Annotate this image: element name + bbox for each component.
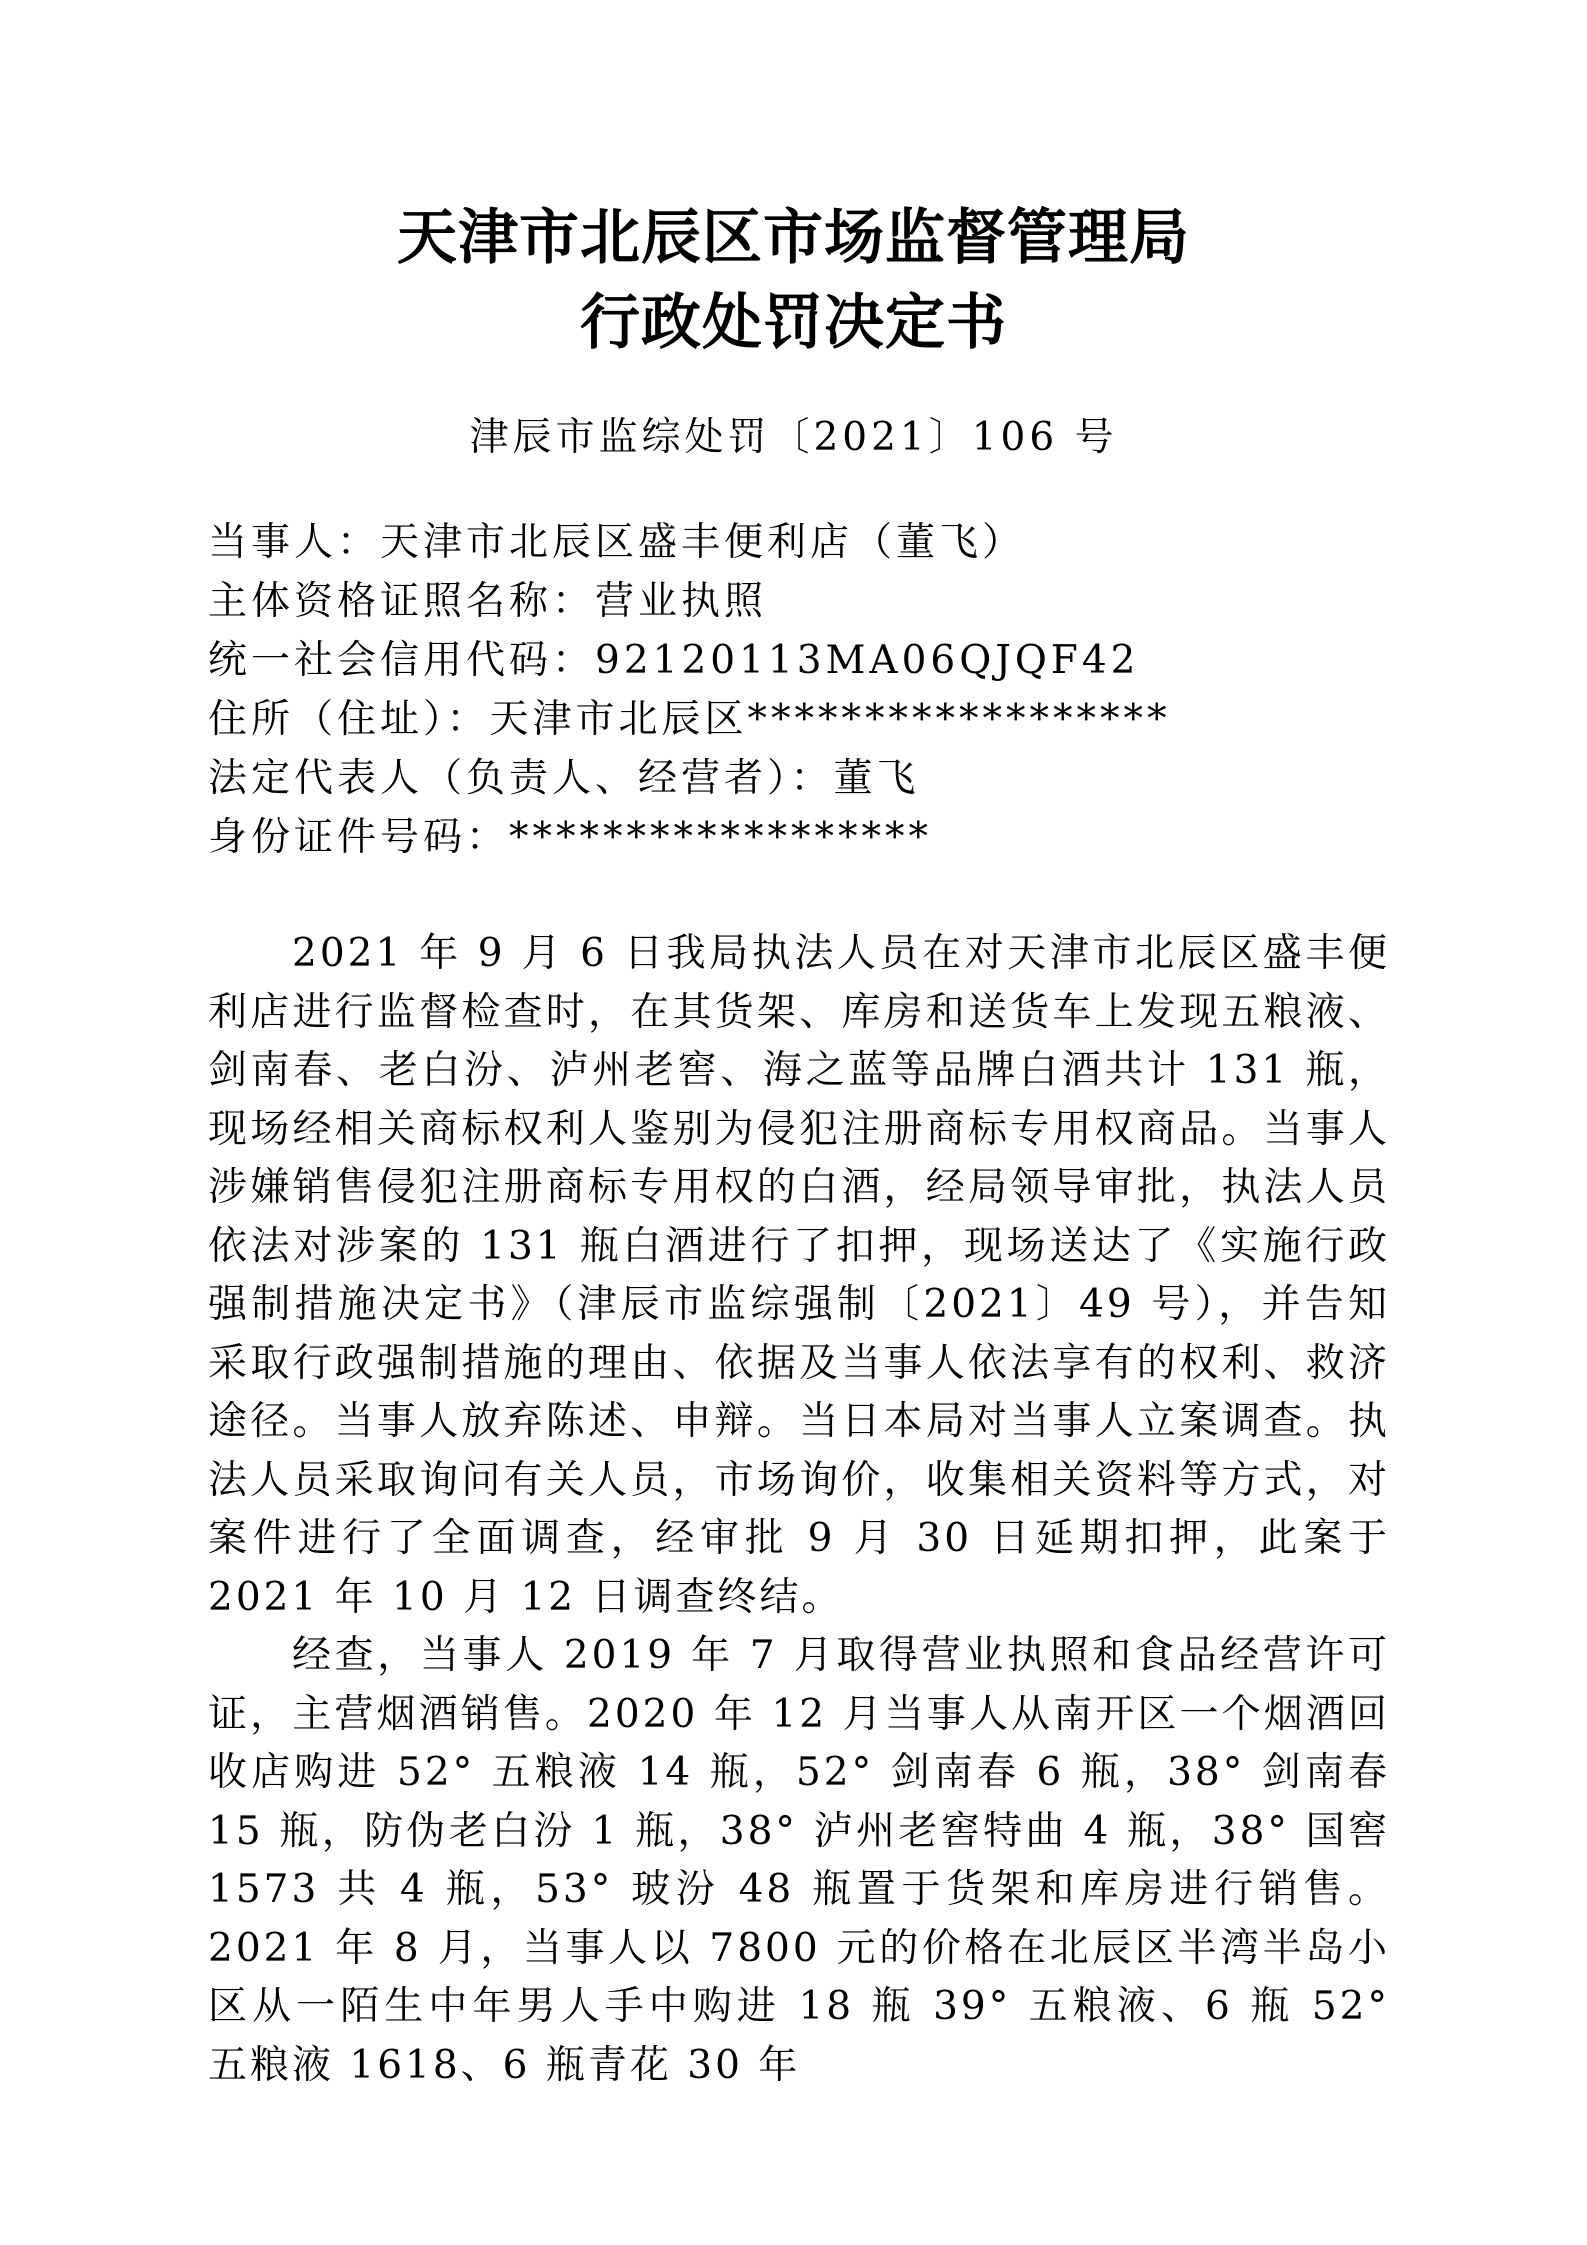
document-title-agency: 天津市北辰区市场监督管理局 bbox=[397, 203, 1190, 273]
license-type-line: 主体资格证照名称：营业执照 bbox=[208, 579, 768, 624]
party-info-block bbox=[208, 513, 1388, 867]
credit-code-line: 统一社会信用代码：92120113MA06QJQF42 bbox=[208, 638, 1140, 683]
id-number-line: 身份证件号码：****************** bbox=[208, 815, 933, 860]
party-name-line: 当事人：天津市北辰区盛丰便利店（董飞） bbox=[208, 520, 1026, 565]
paragraph-inspection: 2021 年 9 月 6 日我局执法人员在对天津市北辰区盛丰便利店进行监督检查时，在其货架、库房和送货车上发现五粮液、剑南春、老白汾、泸州老窖、海之蓝等品牌白酒共计 131 瓶，现场经相关商标权利人鉴别为侵犯注册商标专用权商品。当事人涉嫌销售侵犯注册商标专用权的白酒，经局领导审批，执法人员依法对涉案的 131 瓶白酒进行了扣押，现场送达了《实施行政强制措施决定书》（津辰市监综强制〔2021〕49 号），并告知采取行政强制措施的理由、依据及当事人依法享有的权利、救济途径。当事人放弃陈述、申辩。当日本局对当事人立案调查。执法人员采取询问有关人员，市场询价，收集相关资料等方式，对案件进行了全面调查，经审批 9 月 30 日延期扣押，此案于 2021 年 10 月 12 日调查终结。 bbox=[208, 931, 1390, 1620]
address-line: 住所（住址）：天津市北辰区****************** bbox=[208, 697, 1171, 742]
legal-representative-line: 法定代表人（负责人、经营者）：董飞 bbox=[208, 756, 920, 801]
document-title-type: 行政处罚决定书 bbox=[580, 288, 1007, 358]
document-number: 津辰市监综处罚〔2021〕106 号 bbox=[469, 415, 1118, 460]
document-body bbox=[208, 925, 1390, 2095]
paragraph-findings: 经查，当事人 2019 年 7 月取得营业执照和食品经营许可证，主营烟酒销售。2020 年 12 月当事人从南开区一个烟酒回收店购进 52° 五粮液 14 瓶，52° 剑南春 6 瓶，38° 剑南春 15 瓶，防伪老白汾 1 瓶，38° 泸州老窖特曲 4 瓶，38° 国窖 1573 共 4 瓶，53° 玻汾 48 瓶置于货架和库房进行销售。2021 年 8 月，当事人以 7800 元的价格在北辰区半湾半岛小区从一陌生中年男人手中购进 18 瓶 39° 五粮液、6 瓶 52° 五粮液 1618、6 瓶青花 30 年 bbox=[208, 1633, 1390, 2088]
